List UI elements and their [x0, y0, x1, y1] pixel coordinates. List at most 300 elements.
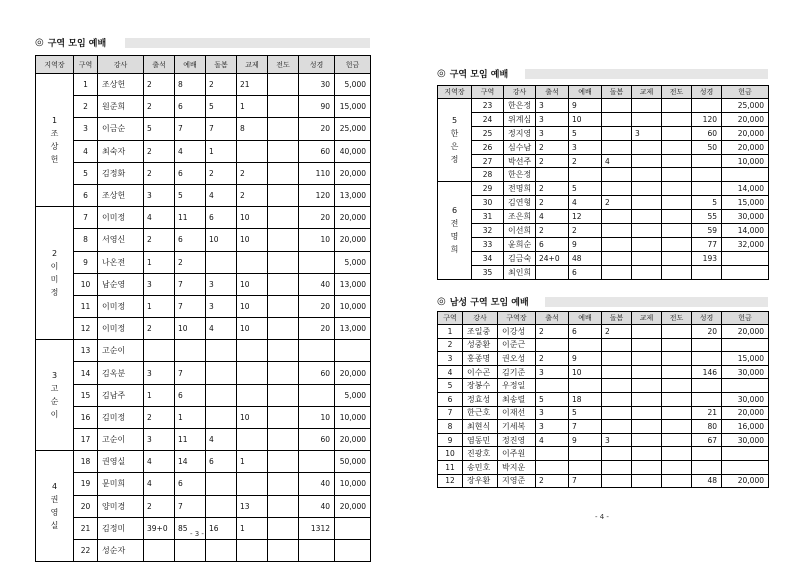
table-cell: 김금숙	[504, 251, 536, 265]
table-cell: 20,000	[722, 112, 769, 126]
table-cell: 34	[472, 251, 504, 265]
table-cell: 2	[144, 162, 175, 184]
table-cell	[632, 325, 662, 339]
table-cell: 3	[438, 352, 463, 366]
table-cell	[662, 224, 692, 238]
table-cell	[692, 182, 722, 196]
table-cell: 김미정	[98, 406, 144, 428]
table-cell	[662, 338, 692, 352]
table-cell: 1	[438, 325, 463, 339]
table-cell: 5	[536, 392, 569, 406]
table-cell: 14,000	[722, 182, 769, 196]
table-cell: 20,000	[335, 229, 371, 251]
table-cell: 55	[692, 210, 722, 224]
table-cell: 9	[569, 352, 602, 366]
table-cell	[569, 460, 602, 474]
table-cell	[632, 365, 662, 379]
table-cell: 10	[237, 406, 268, 428]
table-cell	[268, 162, 299, 184]
table-cell: 30,000	[722, 210, 769, 224]
table-row	[438, 379, 769, 393]
table-cell: 김연형	[504, 196, 536, 210]
table-cell	[602, 352, 632, 366]
table-cell: 고순이	[98, 429, 144, 451]
table-cell	[268, 362, 299, 384]
table-cell	[662, 196, 692, 210]
table-cell	[268, 451, 299, 473]
table-cell: 조상헌	[98, 184, 144, 206]
table-cell: 권영실	[98, 451, 144, 473]
column-header: 헌금	[335, 56, 371, 74]
circle-bullet-icon: ◎	[437, 296, 446, 307]
table-cell	[237, 140, 268, 162]
table-row	[438, 392, 769, 406]
table-cell: 정지영	[504, 126, 536, 140]
table-cell: 2	[144, 495, 175, 517]
table-cell: 정효성	[463, 392, 498, 406]
zone-leader-char: 2	[51, 249, 58, 259]
column-header: 돌봄	[602, 312, 632, 325]
table-cell: 60	[299, 429, 335, 451]
table-cell	[692, 99, 722, 113]
table-cell: 7	[206, 118, 237, 140]
table-cell: 4	[438, 365, 463, 379]
table-cell: 조일중	[463, 325, 498, 339]
table-cell: 25,000	[335, 118, 371, 140]
table-row	[438, 210, 769, 224]
table-cell: 박선주	[504, 154, 536, 168]
table-cell: 2	[144, 406, 175, 428]
table-cell	[237, 429, 268, 451]
table-cell	[632, 154, 662, 168]
table-cell: 20	[299, 118, 335, 140]
table-cell: 48	[692, 474, 722, 488]
table-cell	[602, 447, 632, 461]
table-cell	[299, 251, 335, 273]
table-cell	[206, 473, 237, 495]
table-cell: 5	[206, 96, 237, 118]
table-cell: 120	[299, 184, 335, 206]
table-cell	[692, 168, 722, 182]
table-row	[36, 451, 371, 473]
table-cell: 18	[74, 451, 98, 473]
table-cell	[569, 338, 602, 352]
circle-bullet-icon: ◎	[437, 68, 446, 79]
table-cell: 홍종명	[463, 352, 498, 366]
table-cell	[536, 460, 569, 474]
table-cell	[268, 118, 299, 140]
table-cell	[662, 237, 692, 251]
table-cell	[268, 251, 299, 273]
table-cell	[536, 265, 569, 279]
table-cell	[268, 184, 299, 206]
table-cell: 12	[438, 474, 463, 488]
table-cell: 원준희	[98, 96, 144, 118]
table-cell	[602, 406, 632, 420]
table-cell: 5	[569, 126, 602, 140]
table-cell	[662, 352, 692, 366]
column-header: 예배	[569, 312, 602, 325]
table-cell	[335, 539, 371, 561]
table-cell	[632, 265, 662, 279]
table-cell: 20	[299, 295, 335, 317]
table-cell: 1	[175, 406, 206, 428]
table-cell	[722, 168, 769, 182]
table-row	[36, 539, 371, 561]
table-cell	[602, 99, 632, 113]
table-cell	[632, 433, 662, 447]
mens-attendance-table	[437, 311, 769, 488]
table-cell: 3	[144, 184, 175, 206]
table-cell: 최현식	[463, 420, 498, 434]
table-cell: 4	[144, 207, 175, 229]
table-cell: 10	[237, 295, 268, 317]
column-header: 출석	[144, 56, 175, 74]
table-cell: 40	[299, 495, 335, 517]
table-cell: 이미정	[98, 207, 144, 229]
table-cell	[632, 460, 662, 474]
table-row	[438, 140, 769, 154]
table-cell: 50,000	[335, 451, 371, 473]
table-cell: 39+0	[144, 517, 175, 539]
table-cell: 32	[472, 224, 504, 238]
table-row	[438, 433, 769, 447]
table-cell	[662, 99, 692, 113]
table-cell	[662, 365, 692, 379]
table-cell: 10,000	[335, 295, 371, 317]
table-cell: 2	[536, 182, 569, 196]
column-header: 전도	[662, 312, 692, 325]
table-cell	[237, 473, 268, 495]
table-cell	[662, 182, 692, 196]
table-cell: 25	[472, 126, 504, 140]
table-row	[438, 406, 769, 420]
table-cell: 2	[144, 229, 175, 251]
zone-leader-char: 조	[50, 129, 59, 139]
table-cell	[662, 251, 692, 265]
table-cell	[268, 229, 299, 251]
table-cell	[602, 265, 632, 279]
table-cell: 85	[175, 517, 206, 539]
table-cell: 20,000	[335, 429, 371, 451]
zone-leader-char: 권	[50, 495, 59, 505]
table-cell	[268, 473, 299, 495]
table-cell: 9	[569, 433, 602, 447]
table-cell: 10	[237, 207, 268, 229]
table-cell: 60	[299, 362, 335, 384]
table-cell: 양미경	[98, 495, 144, 517]
table-cell	[662, 379, 692, 393]
table-cell: 12	[569, 210, 602, 224]
zone-leader-char: 이	[50, 410, 59, 420]
table-cell: 장우환	[463, 474, 498, 488]
table-cell: 이준근	[498, 338, 536, 352]
table-cell	[632, 420, 662, 434]
table-cell	[268, 140, 299, 162]
table-cell	[662, 420, 692, 434]
right-attendance-table	[437, 85, 769, 280]
table-cell: 4	[206, 318, 237, 340]
table-cell: 3	[74, 118, 98, 140]
table-cell: 2	[206, 74, 237, 96]
table-cell	[268, 406, 299, 428]
column-header: 성경	[299, 56, 335, 74]
table-cell: 2	[144, 318, 175, 340]
table-cell: 27	[472, 154, 504, 168]
table-row	[36, 384, 371, 406]
table-cell	[662, 210, 692, 224]
table-cell	[206, 539, 237, 561]
table-cell: 22	[74, 539, 98, 561]
table-cell	[692, 338, 722, 352]
table-row	[36, 362, 371, 384]
table-cell: 90	[299, 96, 335, 118]
zone-leader-cell	[36, 451, 74, 562]
table-cell: 4	[206, 429, 237, 451]
table-cell	[692, 352, 722, 366]
table-cell: 4	[144, 451, 175, 473]
table-cell: 최인희	[504, 265, 536, 279]
table-cell	[299, 451, 335, 473]
table-cell: 33	[472, 237, 504, 251]
table-cell: 25,000	[722, 99, 769, 113]
zone-leader-char: 정	[450, 155, 459, 165]
table-cell: 7	[74, 207, 98, 229]
table-cell	[692, 447, 722, 461]
table-cell: 2	[536, 224, 569, 238]
table-cell: 24+0	[536, 251, 569, 265]
table-cell	[722, 379, 769, 393]
table-cell: 16	[206, 517, 237, 539]
table-cell: 30	[299, 74, 335, 96]
table-cell	[632, 237, 662, 251]
zone-leader-cell	[438, 99, 472, 182]
table-cell: 11	[175, 207, 206, 229]
table-cell: 10	[237, 273, 268, 295]
table-cell: 60	[299, 140, 335, 162]
table-cell: 이선희	[504, 224, 536, 238]
table-row	[36, 207, 371, 229]
table-cell	[536, 379, 569, 393]
table-cell: 이수곤	[463, 365, 498, 379]
table-cell: 7	[569, 420, 602, 434]
table-cell: 2	[206, 162, 237, 184]
table-cell: 4	[536, 210, 569, 224]
table-cell	[722, 251, 769, 265]
column-header: 헌금	[722, 312, 769, 325]
table-cell	[662, 460, 692, 474]
table-cell: 5	[569, 182, 602, 196]
table-cell	[268, 384, 299, 406]
table-cell: 10,000	[335, 473, 371, 495]
table-cell	[662, 392, 692, 406]
table-cell: 10	[299, 406, 335, 428]
table-cell: 3	[144, 362, 175, 384]
column-header: 구역장	[498, 312, 536, 325]
table-cell: 2	[237, 184, 268, 206]
table-cell	[175, 340, 206, 362]
table-cell	[632, 379, 662, 393]
table-cell: 30,000	[722, 392, 769, 406]
column-header: 강사	[98, 56, 144, 74]
zone-leader-char: 한	[450, 129, 459, 139]
table-cell: 2	[144, 140, 175, 162]
table-cell	[268, 539, 299, 561]
table-row	[36, 140, 371, 162]
table-cell: 4	[144, 473, 175, 495]
table-row	[36, 229, 371, 251]
table-cell	[662, 474, 692, 488]
table-cell	[206, 406, 237, 428]
table-row	[36, 74, 371, 96]
table-cell: 5,000	[335, 251, 371, 273]
table-cell: 2	[602, 196, 632, 210]
table-cell: 24	[472, 112, 504, 126]
column-header: 강사	[463, 312, 498, 325]
table-cell: 3	[206, 273, 237, 295]
column-header: 강사	[504, 86, 536, 99]
table-cell	[602, 182, 632, 196]
table-row	[36, 118, 371, 140]
table-cell: 권오성	[498, 352, 536, 366]
table-cell: 2	[438, 338, 463, 352]
table-row	[438, 224, 769, 238]
table-cell	[602, 420, 632, 434]
table-cell: 8	[237, 118, 268, 140]
table-cell	[237, 384, 268, 406]
table-cell: 60	[692, 126, 722, 140]
table-row	[438, 168, 769, 182]
table-cell: 2	[144, 96, 175, 118]
table-cell	[632, 112, 662, 126]
table-cell	[268, 295, 299, 317]
zone-leader-char: 전	[450, 219, 459, 229]
table-row	[36, 340, 371, 362]
table-cell	[692, 392, 722, 406]
table-cell	[662, 265, 692, 279]
table-cell: 20	[299, 318, 335, 340]
table-cell: 6	[175, 473, 206, 495]
table-cell	[206, 384, 237, 406]
table-cell	[602, 224, 632, 238]
table-cell: 5,000	[335, 74, 371, 96]
table-row	[438, 112, 769, 126]
zone-leader-char: 은	[450, 142, 459, 152]
table-cell	[237, 539, 268, 561]
table-cell: 20,000	[722, 406, 769, 420]
table-cell	[268, 340, 299, 362]
table-cell: 6	[175, 384, 206, 406]
table-cell	[692, 460, 722, 474]
table-cell	[722, 460, 769, 474]
table-row	[36, 429, 371, 451]
table-cell: 10	[569, 365, 602, 379]
table-cell: 정진영	[498, 433, 536, 447]
table-cell: 11	[74, 295, 98, 317]
table-cell: 김옥분	[98, 362, 144, 384]
table-cell: 23	[472, 99, 504, 113]
table-row	[438, 352, 769, 366]
table-cell: 지영준	[498, 474, 536, 488]
column-header: 헌금	[722, 86, 769, 99]
table-cell	[662, 447, 692, 461]
table-cell: 10	[299, 229, 335, 251]
table-cell: 한은정	[504, 99, 536, 113]
table-cell	[569, 168, 602, 182]
table-cell	[692, 154, 722, 168]
table-cell: 4	[536, 433, 569, 447]
table-cell: 120	[692, 112, 722, 126]
table-cell: 최숙자	[98, 140, 144, 162]
table-cell: 3	[569, 140, 602, 154]
zone-leader-char: 이	[50, 262, 59, 272]
table-row	[438, 126, 769, 140]
table-row	[438, 182, 769, 196]
table-cell	[602, 379, 632, 393]
table-cell: 이재선	[498, 406, 536, 420]
table-row	[36, 184, 371, 206]
table-cell	[662, 140, 692, 154]
table-cell	[268, 207, 299, 229]
table-cell	[602, 112, 632, 126]
table-cell: 21	[74, 517, 98, 539]
table-cell	[569, 379, 602, 393]
table-cell: 전명희	[504, 182, 536, 196]
table-row	[36, 96, 371, 118]
zone-leader-char: 명	[450, 232, 459, 242]
table-cell: 5	[569, 406, 602, 420]
table-cell: 서영신	[98, 229, 144, 251]
left-section-title: 구역 모임 예배	[47, 39, 107, 49]
table-row	[36, 495, 371, 517]
table-cell: 최송렬	[498, 392, 536, 406]
table-cell: 20	[74, 495, 98, 517]
table-cell: 5	[74, 162, 98, 184]
table-cell: 13	[237, 495, 268, 517]
table-cell: 10	[237, 318, 268, 340]
table-cell: 4	[206, 184, 237, 206]
table-cell: 20,000	[722, 140, 769, 154]
column-header: 지역장	[438, 86, 472, 99]
table-cell: 남순영	[98, 273, 144, 295]
table-cell: 3	[536, 406, 569, 420]
table-cell: 50	[692, 140, 722, 154]
table-cell: 6	[206, 451, 237, 473]
table-cell	[602, 168, 632, 182]
table-cell	[268, 495, 299, 517]
table-cell	[536, 168, 569, 182]
table-cell	[536, 447, 569, 461]
page-number-left: - 3 -	[190, 530, 204, 538]
column-header: 예배	[569, 86, 602, 99]
column-header: 구역	[74, 56, 98, 74]
table-cell: 4	[175, 140, 206, 162]
table-row	[438, 196, 769, 210]
table-cell: 10	[237, 229, 268, 251]
table-cell: 1	[237, 517, 268, 539]
table-cell: 31	[472, 210, 504, 224]
table-cell: 6	[569, 265, 602, 279]
table-cell	[335, 340, 371, 362]
table-cell: 3	[536, 420, 569, 434]
table-cell: 김정화	[98, 162, 144, 184]
column-header: 구역	[472, 86, 504, 99]
column-header: 구역	[438, 312, 463, 325]
table-cell: 29	[472, 182, 504, 196]
table-cell: 20,000	[722, 126, 769, 140]
zone-leader-char: 1	[51, 116, 58, 126]
table-cell: 20,000	[722, 474, 769, 488]
